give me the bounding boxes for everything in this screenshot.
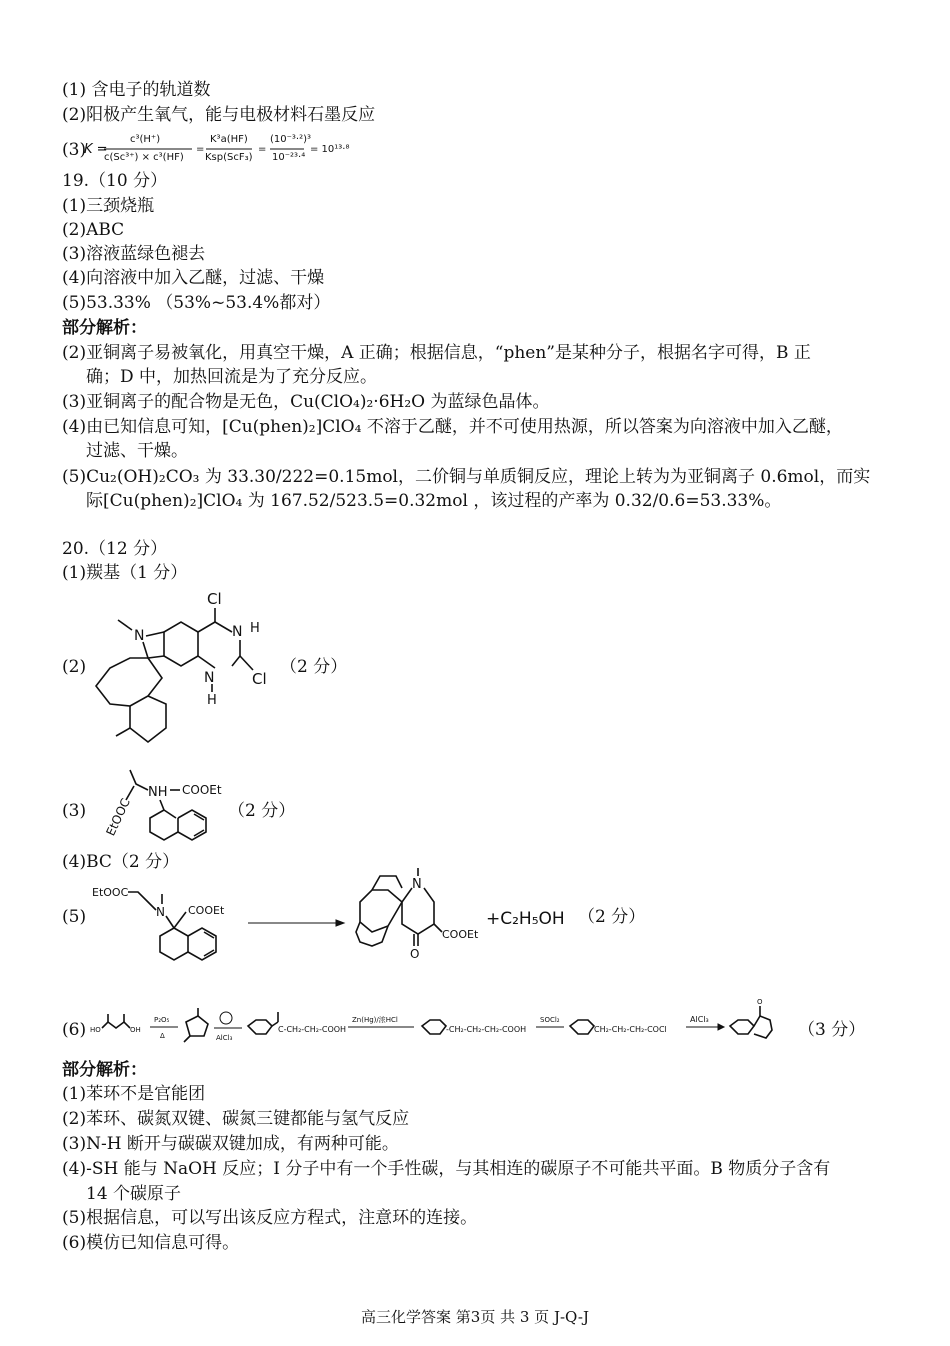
q20-answer-4: (4)BC（2 分） xyxy=(62,852,180,872)
eq-k: K = xyxy=(84,142,108,157)
reagent-delta: Δ xyxy=(160,1032,165,1040)
atom-cooet-2: COOEt xyxy=(188,904,225,917)
q20-answer-1: (1)羰基（1 分） xyxy=(62,563,188,583)
q19-answer-4: (4)向溶液中加入乙醚，过滤、干燥 xyxy=(62,268,325,288)
intermediate-3: CH₂-CH₂-CH₂-COCl xyxy=(594,1025,667,1034)
intermediate-1: C-CH₂-CH₂-COOH xyxy=(278,1025,347,1034)
synthesis-route-6 xyxy=(86,996,776,1060)
q19-explain-5-line-2: 际[Cu(phen)₂]ClO₄ 为 167.52/523.5=0.32mol ，该过程的产率为 0.32/0.6=53.33%。 xyxy=(86,491,782,511)
eq-den-2: Ksp(ScF₃) xyxy=(205,152,253,163)
q20-answer-3-score: （2 分） xyxy=(228,801,296,821)
eq-den-3: 10⁻²³·⁴ xyxy=(272,152,306,163)
atom-etooc-2: EtOOC xyxy=(92,886,129,899)
atom-cl: Cl xyxy=(207,590,222,608)
reagent-alcl3-2: AlCl₃ xyxy=(690,1015,709,1024)
atom-cl-2: Cl xyxy=(252,670,267,688)
atom-n-2: N xyxy=(204,670,215,686)
atom-n: N xyxy=(232,624,243,640)
q19-explain-4-line-2: 过滤、干燥。 xyxy=(86,441,188,461)
q20-answer-5-score: （2 分） xyxy=(578,907,646,927)
q18-answer-1: (1) 含电子的轨道数 xyxy=(62,80,211,100)
q18-answer-2: (2)阳极产生氧气，能与电极材料石墨反应 xyxy=(62,105,376,125)
reaction-arrow-5 xyxy=(246,918,346,928)
structure-5-product xyxy=(350,866,490,962)
q19-explain-3: (3)亚铜离子的配合物是无色，Cu(ClO₄)₂·6H₂O 为蓝绿色晶体。 xyxy=(62,392,550,412)
eq-result: = 10¹³·⁸ xyxy=(310,144,350,155)
atom-ho: HO xyxy=(90,1026,101,1034)
q19-answer-5: (5)53.33% （53%~53.4%都对） xyxy=(62,293,331,313)
q18-answer-3-label: (3) xyxy=(62,140,87,160)
q19-explain-5-line-1: (5)Cu₂(OH)₂CO₃ 为 33.30/222=0.15mol，二价铜与单质铜反应，理论上转为为亚铜离子 0.6mol，而实 xyxy=(62,467,871,487)
atom-h: H xyxy=(250,621,260,636)
q20-header: 20.（12 分） xyxy=(62,539,168,559)
eq-num-2: K³a(HF) xyxy=(210,134,248,145)
q19-header: 19.（10 分） xyxy=(62,171,168,191)
q20-answer-5-product: +C₂H₅OH xyxy=(486,909,565,929)
q20-answer-2-score: （2 分） xyxy=(280,657,348,677)
reagent-alcl3-1: AlCl₃ xyxy=(216,1034,233,1042)
q20-explain-2: (2)苯环、碳氮双键、碳氮三键都能与氢气反应 xyxy=(62,1109,410,1129)
atom-cooet: COOEt xyxy=(182,783,222,797)
eq-den-1: c(Sc³⁺) × c³(HF) xyxy=(104,152,184,163)
q20-answer-2-label: (2) xyxy=(62,657,87,677)
fraction-bars xyxy=(100,147,310,151)
atom-n-3: N xyxy=(134,628,145,644)
q19-explain-2-line-1: (2)亚铜离子易被氧化，用真空干燥，A 正确；根据信息，“phen”是某种分子，根据名字可得，B 正 xyxy=(62,343,811,363)
atom-etooc: EtOOC xyxy=(103,796,133,839)
structure-2 xyxy=(88,586,288,746)
reagent-socl2: SOCl₂ xyxy=(540,1016,560,1024)
q20-answer-5-label: (5) xyxy=(62,907,87,927)
q20-answer-6-score: （3 分） xyxy=(798,1020,866,1040)
q20-explain-6: (6)模仿已知信息可得。 xyxy=(62,1233,240,1253)
q20-analysis-title: 部分解析： xyxy=(62,1060,147,1080)
atom-o: O xyxy=(410,947,420,961)
q20-answer-3-label: (3) xyxy=(62,801,87,821)
eq-num-1: c³(H⁺) xyxy=(130,134,161,145)
reagent-p2o5: P₂O₅ xyxy=(154,1016,170,1024)
atom-h-2: H xyxy=(207,693,217,708)
intermediate-2: -CH₂-CH₂-CH₂-COOH xyxy=(446,1025,527,1034)
page-footer: 高三化学答案 第3页 共 3 页 J-Q-J xyxy=(361,1308,589,1326)
atom-oh: OH xyxy=(130,1026,141,1034)
q19-answer-1: (1)三颈烧瓶 xyxy=(62,196,155,216)
atom-n-5: N xyxy=(412,877,422,892)
eq-num-3: (10⁻³·²)³ xyxy=(270,134,312,145)
q20-explain-1: (1)苯环不是官能团 xyxy=(62,1084,206,1104)
reagent-zn-hg: Zn(Hg)/浓HCl xyxy=(352,1016,398,1024)
q20-answer-6-label: (6) xyxy=(62,1020,87,1040)
structure-3 xyxy=(94,766,224,846)
atom-n-4: N xyxy=(156,905,165,919)
q20-explain-4-line-1: (4)-SH 能与 NaOH 反应；I 分子中有一个手性碳，与其相连的碳原子不可能共平面。B 物质分子含有 xyxy=(62,1159,831,1179)
q19-explain-2-line-2: 确；D 中，加热回流是为了充分反应。 xyxy=(86,367,378,387)
q19-analysis-title: 部分解析： xyxy=(62,318,147,338)
atom-cooet-3: COOEt xyxy=(442,928,479,941)
q19-answer-3: (3)溶液蓝绿色褪去 xyxy=(62,244,206,264)
q20-explain-5: (5)根据信息，可以写出该反应方程式，注意环的连接。 xyxy=(62,1208,478,1228)
q19-answer-2: (2)ABC xyxy=(62,220,125,240)
q20-explain-4-line-2: 14 个碳原子 xyxy=(86,1184,182,1204)
atom-o-2: O xyxy=(757,998,763,1006)
q19-explain-4-line-1: (4)由已知信息可知，[Cu(phen)₂]ClO₄ 不溶于乙醚，并不可使用热源，所以答案为向溶液中加入乙醚， xyxy=(62,417,843,437)
q20-explain-3: (3)N-H 断开与碳碳双键加成，有两种可能。 xyxy=(62,1134,399,1154)
atom-nh: NH xyxy=(148,785,168,800)
structure-5-reactant xyxy=(90,880,240,970)
